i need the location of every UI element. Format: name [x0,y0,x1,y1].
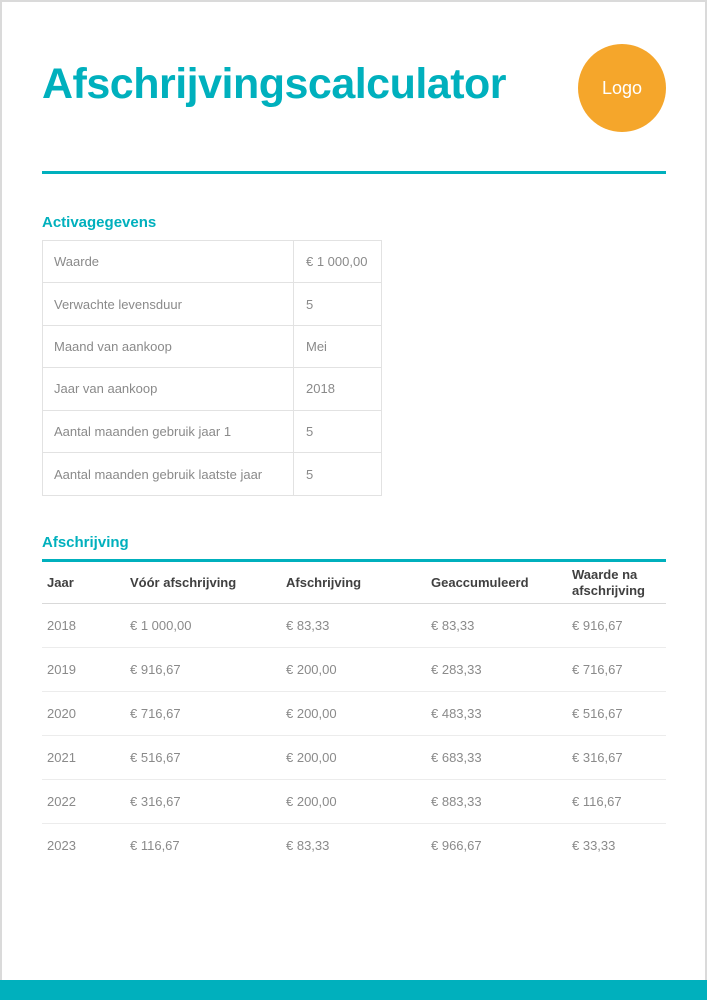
cell-jaar: 2022 [47,794,76,809]
depreciation-header-row [42,562,666,604]
asset-value: 5 [306,423,314,439]
column-header-waarde-na-afschrijving: Waarde na afschrijving [572,567,645,598]
cell-voor-afschrijving: € 916,67 [130,662,181,677]
cell-voor-afschrijving: € 516,67 [130,750,181,765]
cell-geaccumuleerd: € 83,33 [431,618,475,633]
cell-geaccumuleerd: € 283,33 [431,662,482,677]
logo-text: Logo [601,77,643,98]
asset-label: Verwachte levensduur [43,283,294,324]
table-row [42,692,666,736]
depreciation-section-heading: Afschrijving [42,534,129,551]
cell-geaccumuleerd: € 483,33 [431,706,482,721]
asset-value: 2018 [306,381,335,397]
cell-waarde-na-afschrijving: € 516,67 [572,706,623,721]
asset-row [43,368,381,410]
cell-afschrijving: € 83,33 [286,838,330,853]
cell-jaar: 2021 [47,750,76,765]
table-row [42,604,666,648]
cell-waarde-na-afschrijving: € 316,67 [572,750,623,765]
table-row [42,648,666,692]
cell-jaar: 2018 [47,618,76,633]
cell-waarde-na-afschrijving: € 33,33 [572,838,616,853]
column-header-afschrijving: Afschrijving [286,574,362,590]
asset-label: Jaar van aankoop [43,368,294,409]
cell-afschrijving: € 200,00 [286,662,337,677]
cell-voor-afschrijving: € 716,67 [130,706,181,721]
table-row [42,736,666,780]
asset-value: 5 [306,466,314,482]
table-row [42,824,666,867]
cell-jaar: 2019 [47,662,76,677]
cell-waarde-na-afschrijving: € 916,67 [572,618,623,633]
cell-voor-afschrijving: € 116,67 [130,838,180,853]
asset-value: 5 [306,296,314,312]
column-header-voor-afschrijving: Vóór afschrijving [130,574,237,590]
asset-table [42,240,382,496]
footer-bar [0,980,707,1000]
cell-waarde-na-afschrijving: € 716,67 [572,662,623,677]
asset-row [43,241,381,283]
column-header-jaar: Jaar [47,574,74,590]
cell-geaccumuleerd: € 683,33 [431,750,482,765]
page-title: Afschrijvingscalculator [42,60,507,108]
cell-afschrijving: € 200,00 [286,794,337,809]
asset-row [43,283,381,325]
cell-geaccumuleerd: € 883,33 [431,794,482,809]
cell-afschrijving: € 83,33 [286,618,330,633]
cell-voor-afschrijving: € 316,67 [130,794,181,809]
cell-jaar: 2020 [47,706,76,721]
asset-row [43,411,381,453]
cell-voor-afschrijving: € 1 000,00 [130,618,192,633]
column-header-geaccumuleerd: Geaccumuleerd [431,574,529,590]
asset-label: Waarde [43,241,294,282]
depreciation-table [42,562,666,867]
header-divider [42,171,666,174]
cell-waarde-na-afschrijving: € 116,67 [572,794,622,809]
asset-label: Aantal maanden gebruik jaar 1 [43,411,294,452]
asset-label: Maand van aankoop [43,326,294,367]
cell-afschrijving: € 200,00 [286,750,337,765]
asset-value: Mei [306,338,327,354]
logo-badge [578,44,666,132]
asset-row [43,326,381,368]
asset-label: Aantal maanden gebruik laatste jaar [43,453,294,495]
asset-value: € 1 000,00 [306,254,368,270]
cell-jaar: 2023 [47,838,76,853]
asset-section-heading: Activagegevens [42,214,157,231]
cell-afschrijving: € 200,00 [286,706,337,721]
cell-geaccumuleerd: € 966,67 [431,838,482,853]
asset-row [43,453,381,495]
table-row [42,780,666,824]
